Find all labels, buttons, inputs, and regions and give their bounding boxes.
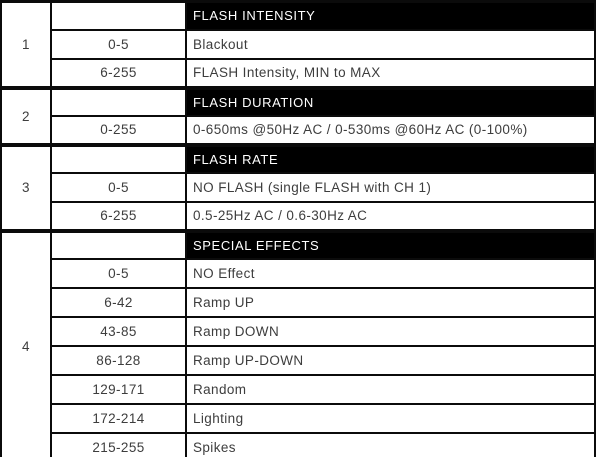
function-description: Blackout (186, 30, 595, 59)
range-cell-empty (51, 88, 186, 116)
dmx-value-range: 0-5 (51, 259, 186, 288)
table-row (1, 30, 595, 59)
dmx-value-range: 172-214 (51, 404, 186, 433)
table-row (1, 404, 595, 433)
dmx-value-range: 6-255 (51, 59, 186, 88)
function-section-header: FLASH DURATION (186, 88, 595, 116)
function-description: Lighting (186, 404, 595, 433)
function-description: Ramp DOWN (186, 317, 595, 346)
dmx-value-range: 6-42 (51, 288, 186, 317)
channel-group-header-row (1, 2, 595, 30)
table-row (1, 346, 595, 375)
table-row (1, 173, 595, 202)
range-cell-empty (51, 231, 186, 259)
function-section-header: SPECIAL EFFECTS (186, 231, 595, 259)
function-description: Random (186, 375, 595, 404)
dmx-value-range: 43-85 (51, 317, 186, 346)
dmx-value-range: 129-171 (51, 375, 186, 404)
table-row (1, 116, 595, 145)
range-cell-empty (51, 2, 186, 30)
channel-number-cell: 4 (1, 231, 51, 457)
function-section-header: FLASH INTENSITY (186, 2, 595, 30)
dmx-table-body (1, 2, 595, 457)
table-row (1, 202, 595, 231)
function-description: NO Effect (186, 259, 595, 288)
dmx-value-range: 0-5 (51, 173, 186, 202)
table-row (1, 317, 595, 346)
dmx-value-range: 86-128 (51, 346, 186, 375)
channel-group-header-row (1, 145, 595, 173)
range-cell-empty (51, 145, 186, 173)
function-description: NO FLASH (single FLASH with CH 1) (186, 173, 595, 202)
dmx-value-range: 0-255 (51, 116, 186, 145)
function-description: Ramp UP-DOWN (186, 346, 595, 375)
table-row (1, 375, 595, 404)
function-description: FLASH Intensity, MIN to MAX (186, 59, 595, 88)
dmx-value-range: 6-255 (51, 202, 186, 231)
table-row (1, 433, 595, 457)
channel-number-cell: 1 (1, 2, 51, 88)
table-row (1, 59, 595, 88)
dmx-value-range: 215-255 (51, 433, 186, 457)
channel-group-header-row (1, 88, 595, 116)
function-section-header: FLASH RATE (186, 145, 595, 173)
channel-number-cell: 2 (1, 88, 51, 145)
dmx-value-range: 0-5 (51, 30, 186, 59)
table-row (1, 259, 595, 288)
table-row (1, 288, 595, 317)
function-description: Spikes (186, 433, 595, 457)
channel-group-header-row (1, 231, 595, 259)
channel-number-cell: 3 (1, 145, 51, 231)
function-description: 0.5-25Hz AC / 0.6-30Hz AC (186, 202, 595, 231)
function-description: Ramp UP (186, 288, 595, 317)
function-description: 0-650ms @50Hz AC / 0-530ms @60Hz AC (0-100%) (186, 116, 595, 145)
